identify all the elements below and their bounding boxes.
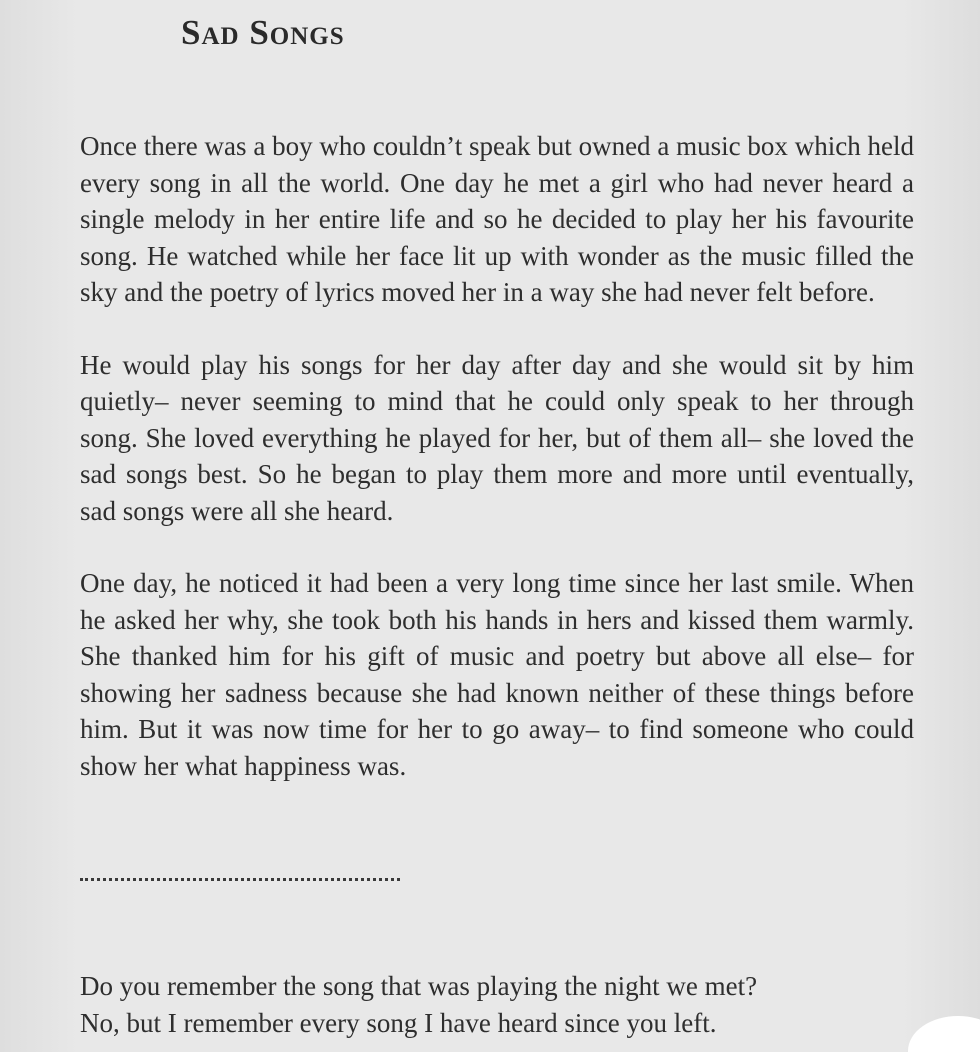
story-paragraph-2: He would play his songs for her day after day and she would sit by him quietly– never seeming to mind that he could only speak to her through song. She loved everything he played for her, but of them all– she loved the sad songs best. So he began to play them more and more until eventually, sad songs were all she heard. xyxy=(80,349,914,526)
corner-highlight xyxy=(908,1016,980,1052)
closing-answer: No, but I remember every song I have heard since you left. xyxy=(80,1008,717,1038)
page-title: Sad Songs xyxy=(181,13,345,52)
closing-dialogue xyxy=(80,968,914,1042)
story-paragraph-3: One day, he noticed it had been a very long time since her last smile. When he asked her why, she took both his hands in hers and kissed them warmly. She thanked him for his gift of music and poetry but above all else– for showing her sadness because she had known neither of these things before him. But it was now time for her to go away– to find someone who could show her what happiness was. xyxy=(80,568,914,781)
closing-question: Do you remember the song that was playing the night we met? xyxy=(80,971,758,1001)
dotted-separator xyxy=(80,878,400,881)
story-paragraph-1: Once there was a boy who couldn’t speak but owned a music box which held every song in all the world. One day he met a girl who had never heard a single melody in her entire life and so he decided to play her his favourite song. He watched while her face lit up with wonder as the music filled the sky and the poetry of lyrics moved her in a way she had never felt before. xyxy=(80,131,914,307)
story-body xyxy=(80,128,914,820)
